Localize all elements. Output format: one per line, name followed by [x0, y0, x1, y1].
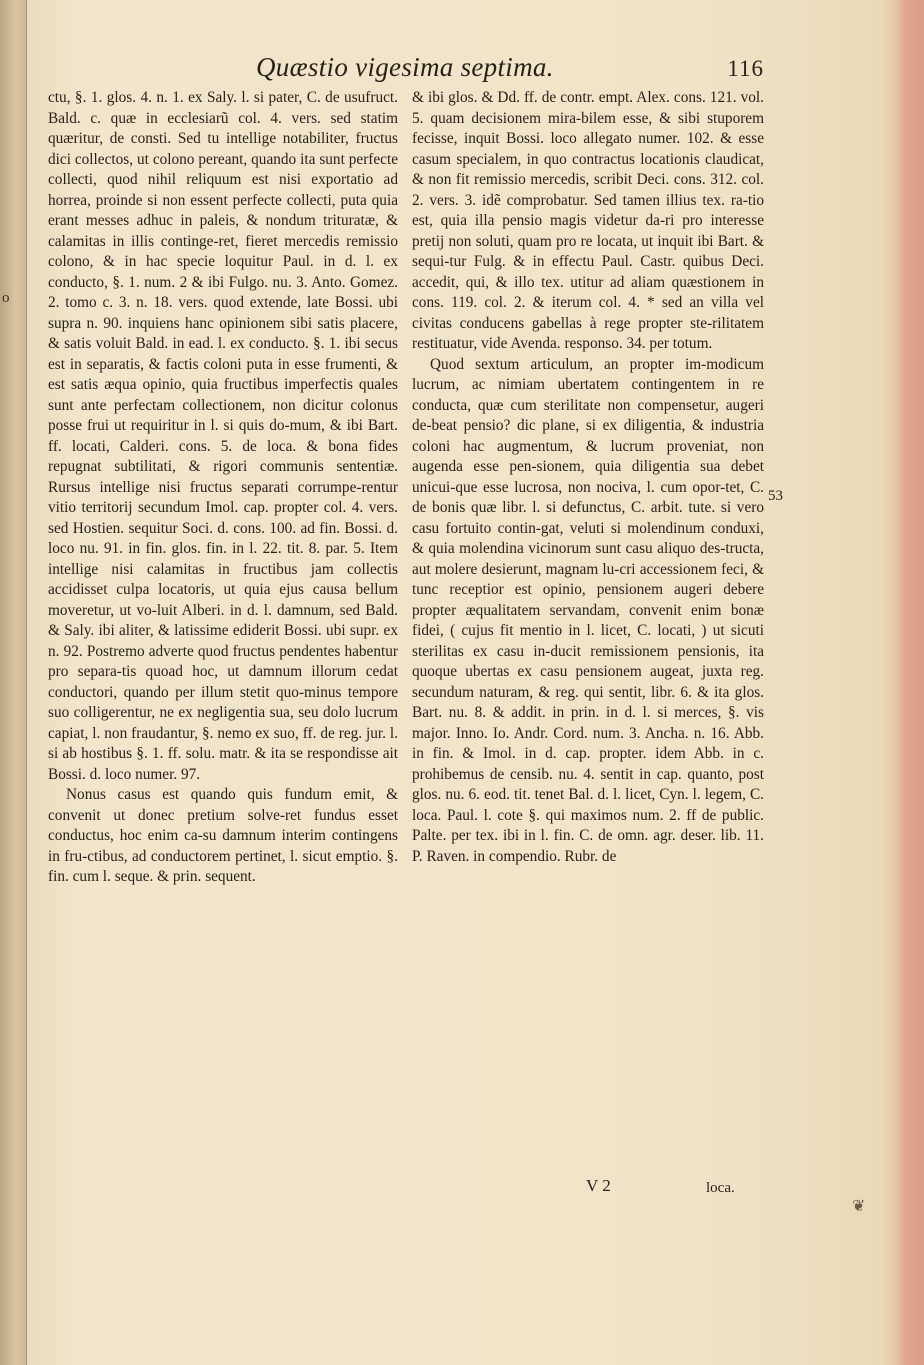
margin-note-number: 53	[768, 488, 783, 504]
running-header	[250, 50, 770, 90]
ink-blot-icon: ❦	[852, 1198, 866, 1215]
right-column	[412, 88, 764, 867]
right-paragraph-1: & ibi glos. & Dd. ff. de contr. empt. Alex. cons. 121. vol. 5. quam decisionem mira-bilem esse, & sibi stuporem fecisse, inquit Bossi. loco allegato numer. 102. & esse casum specialem, in quo contractus locationis claudicat, & non fit remissio mercedis, scribit Deci. cons. 312. col. 2. vers. 3. idẽ comprobatur. Sed tamen illius tex. ra-tio est, quia illa pensio magis videtur da-ri pro interesse pretij non soluti, quam pro re locata, ut inquit ibi Bart. & sequi-tur Fulg. & in effectu Paul. Castr. quibus Deci. accedit, qui, & illo tex. utitur ad aliam quæstionem in cons. 119. col. 2. & iterum col. 4. * sed an villa vel civitas conducens gabellas à rege propter ste-rilitatem restituatur, vide Avenda. responso. 34. per totum.	[412, 89, 764, 352]
page-number: 116	[727, 56, 764, 81]
facing-page-edge	[0, 0, 27, 1365]
right-paragraph-2: Quod sextum articulum, an propter im-modicum lucrum, ac nimiam ubertatem contingentem in re conducta, quæ cum sterilitate non compensetur, augeri de-beat pensio? dic plane, si ex diligentia, & industria coloni hac augmentum, & lucrum proveniat, non augenda esse pen-sionem, quia diligentia sua debet unicui-que esse lucrosa, non nociva, l. cum opor-tet, C. de bonis quæ libr. l. si defunctus, C. arbit. tute. si vero casu fortuito contin-gat, veluti si molendinum conduxi, & quia molendina vicinorum sunt casu aliquo des-tructa, aut molere desierunt, magnam lu-cri accessionem feci, & tunc receptior est opinio, pensionem augeri debere propter æqualitatem servandam, convenit enim bonæ fidei, ( cujus fit mentio in l. licet, C. locati, ) ut sicuti sterilitas ex casu in-ducit remissionem pensionis, ita quoque ubertas ex casu pensionem augeat, juxta reg. secundum naturam, & reg. qui sentit, libr. 6. & ita glos. Bart. nu. 8. & addit. in prin. in d. l. si merces, §. vis major. Inno. Io. Andr. Cord. num. 3. Ancha. n. 16. Abb. in fin. & Imol. in d. cap. propter. idem Abb. in c. prohibemus de censib. nu. 4. sentit in cap. quanto, post glos. nu. 6. eod. tit. tenet Bal. d. l. licet, Cyn. l. legem, C. loca. Paul. l. cote §. qui maximos num. 2. ff de public. Palte. per tex. ibi in l. fin. C. de omn. agr. deser. lib. 11. P. Raven. in compendio. Rubr. de	[412, 355, 764, 865]
catchword: loca.	[706, 1180, 735, 1196]
left-paragraph-1: ctu, §. 1. glos. 4. n. 1. ex Saly. l. si pater, C. de usufruct. Bald. c. quæ in ecclesiarũ col. 4. vers. sed statim quæritur, de consti. Sed tu intellige notabiliter, fructus dici collectos, ut colono pereant, quando ita sunt perfecte collecti, quod nihil reliquum est nisi exportatio ad horrea, proinde si non essent perfecte collecti, puta quia erant messes adhuc in paleis, & nondum trituratæ, & calamitas in illis continge-ret, fieret mercedis remissio colono, & in hac specie loquitur Paul. in d. l. ex conducto, §. 1. num. 2 & ibi Fulgo. nu. 3. Anto. Gomez. 2. tomo c. 3. n. 18. vers. quod extende, late Bossi. ubi supra n. 90. inquiens hanc opinionem sibi satis placere, & satis voluit Bald. in ead. l. ex conducto. §. 1. ibi secus est in separatis, & factis coloni puta in esse frumenti, & est satis æqua opinio, quia fructibus imperfectis quales sunt ante perfectam collectionem, non dicitur colonus posse frui ut requiritur in l. si quis do-mum, & ibi Bart. ff. locati, Calderi. cons. 5. de loca. & bona fides repugnat subtilitati, & rigori communis sententiæ. Rursus intellige nisi fructus separati corrumpe-rentur vitio territorij secundum Imol. cap. propter col. 4. vers. sed Hostien. sequitur Soci. d. cons. 100. ad fin. Bossi. d. loco nu. 91. in fin. glos. fin. in l. 22. tit. 8. par. 5. Item intellige nisi calamitas in fructibus jam collectis accidisset culpa locatoris, ut quia ejus causa bellum moveretur, ut vo-luit Alberi. in d. l. damnum, sed Bald. & Saly. ibi aliter, & latissime ediderit Bossi. ubi supr. ex n. 92. Postremo adverte quod fructus pendentes habentur pro separa-tis quoad hoc, ut damnum illorum cedat conductori, quando per illum stetit quo-minus tempore suo colligerentur, ne ex negligentia sua, seu dolo lucrum capiat, l. non fraudantur, §. nemo ex suo, ff. de reg. jur. l. si ab hostibus §. 1. ff. solu. matr. & ita se respondisse ait Bossi. d. loco numer. 97.	[48, 89, 398, 783]
left-column	[48, 88, 398, 888]
signature-mark: V 2	[586, 1176, 611, 1195]
left-paragraph-2: Nonus casus est quando quis fundum emit, & convenit ut donec pretium solve-ret fundus esset conductus, hoc enim ca-su damnum interim contingens in fru-ctibus, ad conductorem pertinet, l. sicut emptio. §. fin. cum l. seque. & prin. sequent.	[48, 786, 398, 885]
running-title: Quæstio vigesima septima.	[256, 52, 554, 82]
facing-page-mark: o	[2, 290, 10, 306]
